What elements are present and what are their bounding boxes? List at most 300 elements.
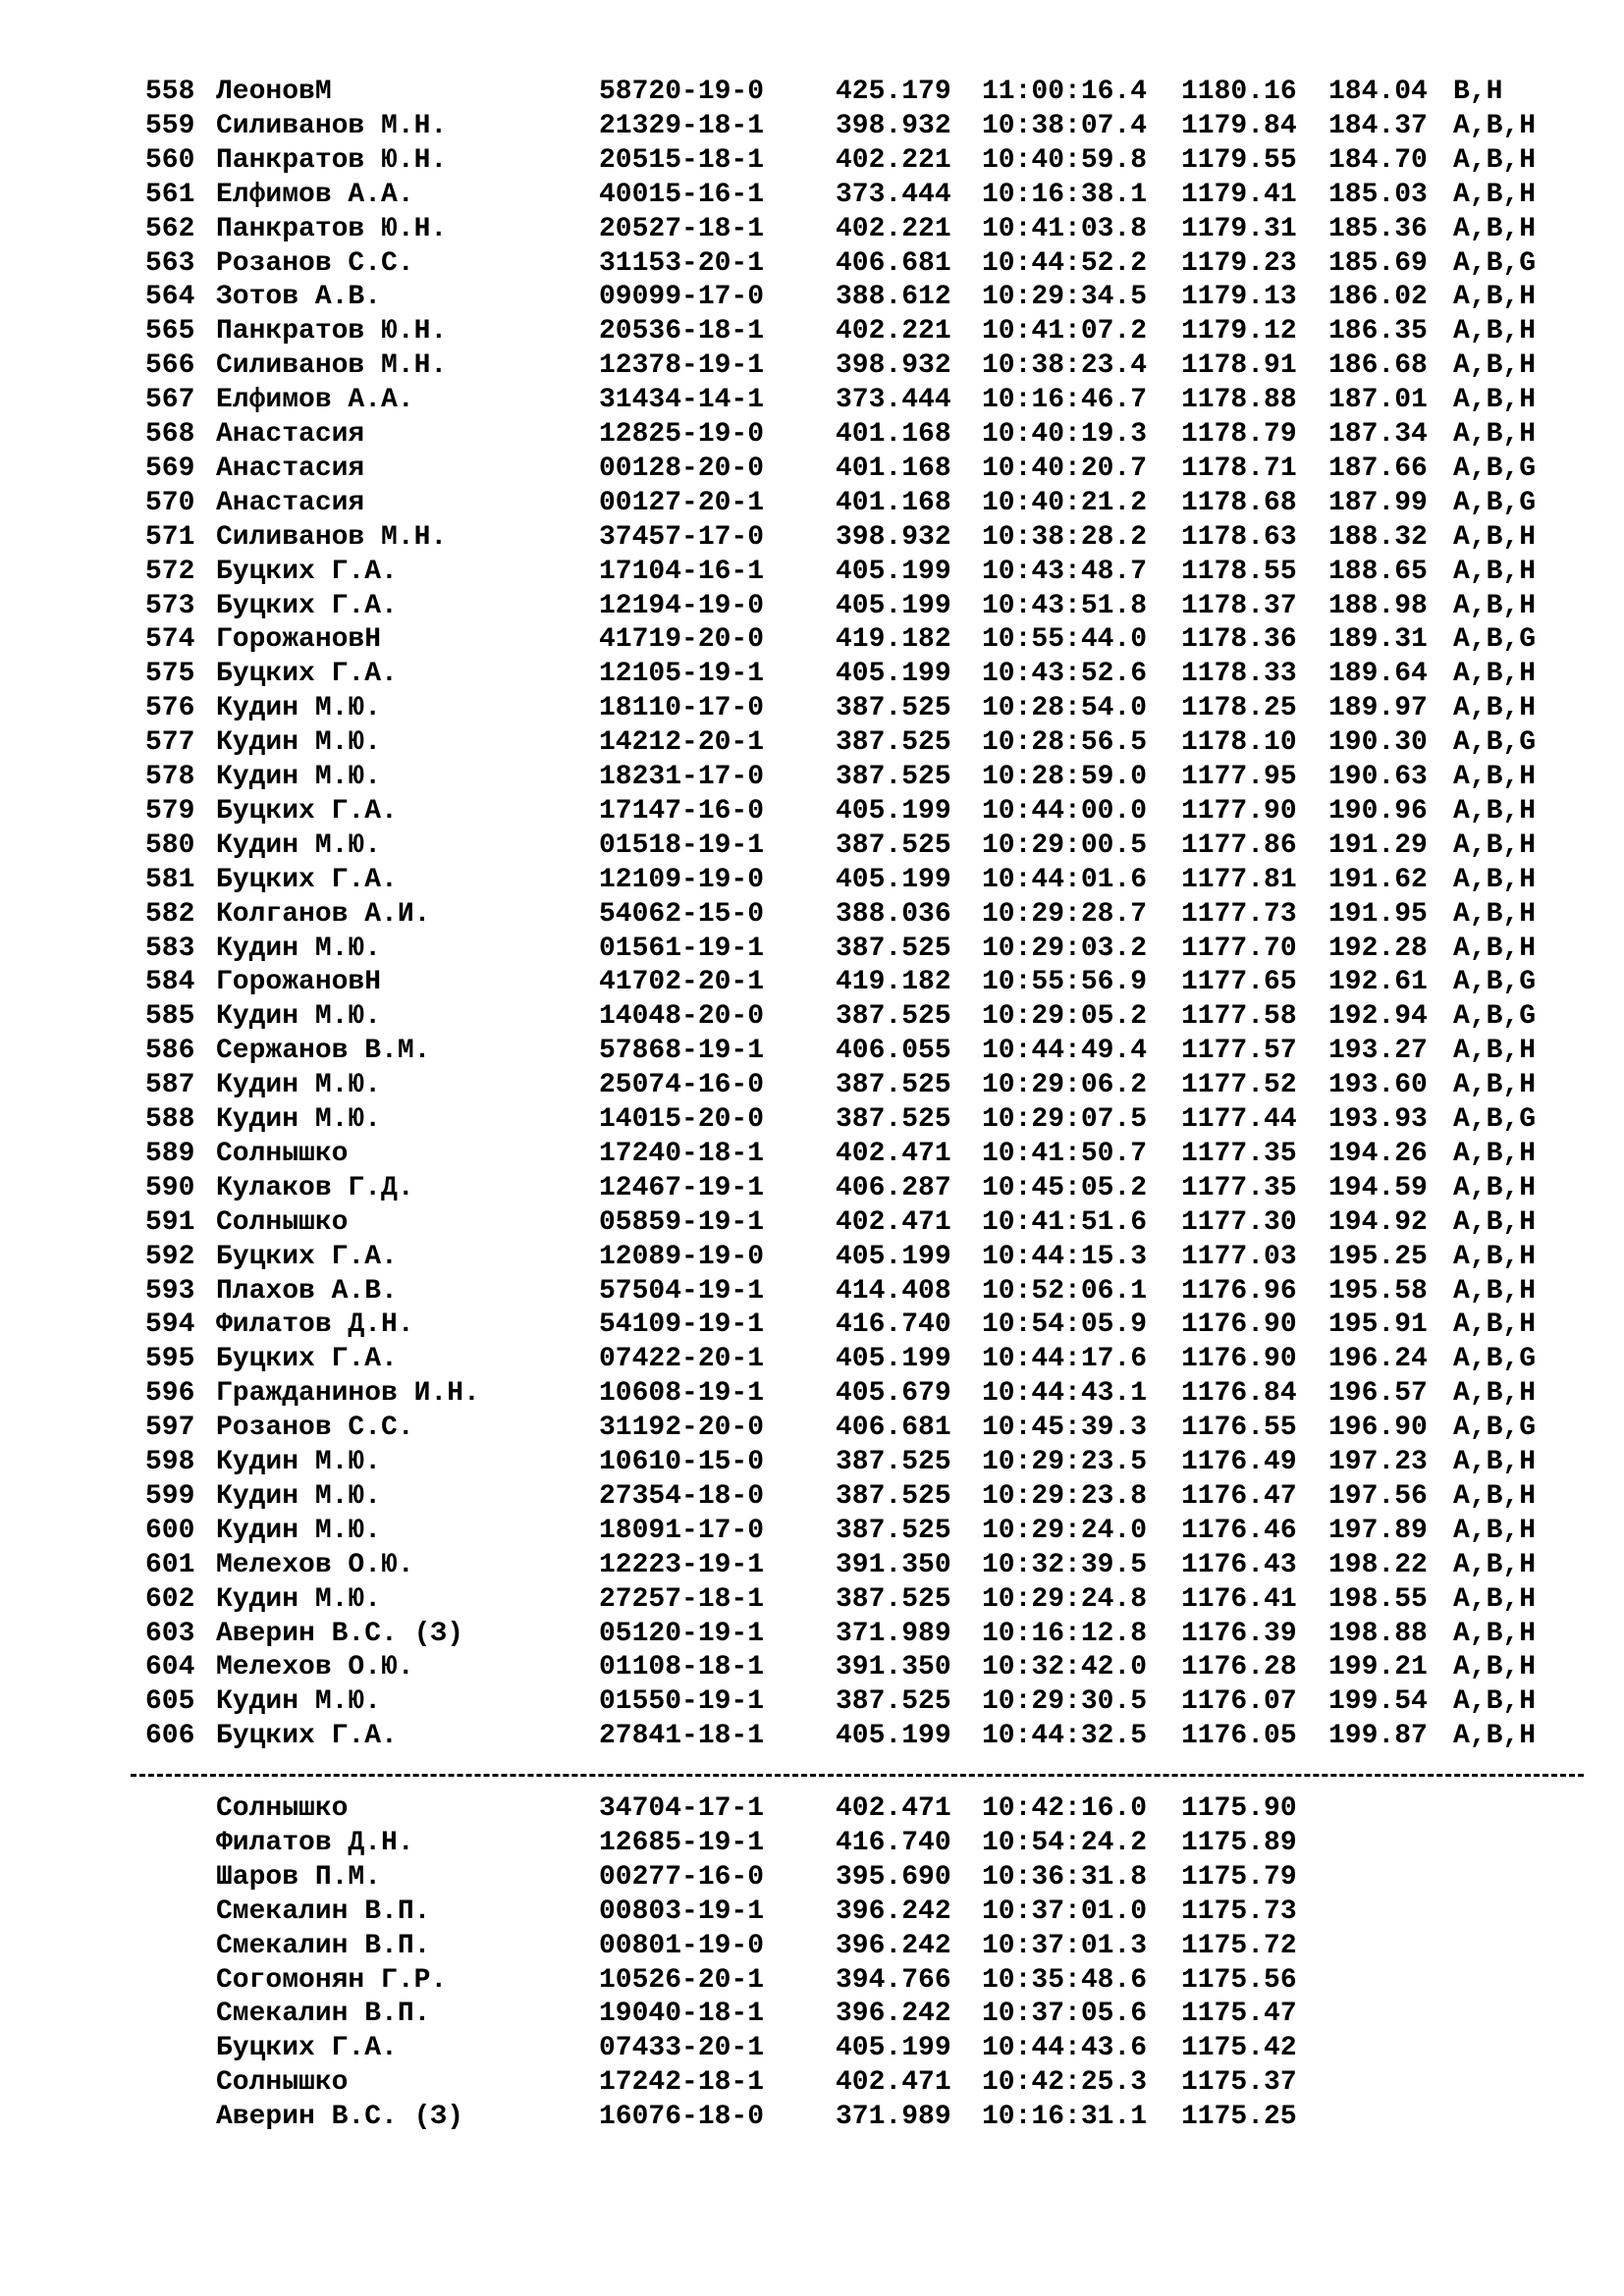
arrival-time: 10:40:21.2 [982, 487, 1148, 518]
speed: 1179.23 [1181, 247, 1297, 279]
fancier-name: Солнышко [216, 1206, 349, 1238]
place-number: 578 [145, 762, 195, 792]
points: 189.31 [1328, 624, 1428, 656]
speed: 1178.68 [1181, 487, 1297, 518]
points: 197.89 [1328, 1515, 1428, 1546]
arrival-time: 10:29:24.0 [982, 1515, 1148, 1546]
ring-id: 12825-19-0 [599, 419, 765, 450]
ring-id: 00801-19-0 [599, 1930, 765, 1961]
speed: 1177.81 [1181, 864, 1297, 895]
ring-id: 17240-18-1 [599, 1138, 765, 1169]
fancier-name: Панкратов Ю.Н. [216, 213, 448, 244]
flags: A,B,H [1453, 350, 1537, 382]
speed: 1179.41 [1181, 179, 1297, 210]
arrival-time: 10:44:15.3 [982, 1241, 1148, 1272]
speed: 1178.10 [1181, 727, 1297, 759]
distance: 425.179 [836, 77, 951, 107]
points: 190.96 [1328, 795, 1428, 827]
distance: 398.932 [836, 521, 951, 553]
ring-id: 21329-18-1 [599, 110, 765, 141]
arrival-time: 10:54:24.2 [982, 1827, 1148, 1858]
ring-id: 19040-18-1 [599, 1999, 765, 2030]
distance: 405.199 [836, 556, 951, 587]
flags: A,B,H [1453, 933, 1537, 964]
flags: A,B,H [1453, 144, 1537, 176]
fancier-name: Зотов А.В. [216, 282, 382, 313]
arrival-time: 10:40:19.3 [982, 419, 1148, 450]
points: 196.24 [1328, 1344, 1428, 1375]
arrival-time: 10:36:31.8 [982, 1861, 1148, 1893]
points: 184.04 [1328, 77, 1428, 107]
arrival-time: 10:44:32.5 [982, 1721, 1148, 1752]
speed: 1177.65 [1181, 967, 1297, 998]
points: 189.64 [1328, 659, 1428, 690]
distance: 416.740 [836, 1309, 951, 1341]
fancier-name: Кудин М.Ю. [216, 829, 382, 861]
points: 185.36 [1328, 213, 1428, 244]
distance: 387.525 [836, 762, 951, 792]
place-number: 566 [145, 350, 195, 382]
flags: A,B,H [1453, 282, 1537, 313]
ring-id: 12685-19-1 [599, 1827, 765, 1858]
arrival-time: 10:16:46.7 [982, 385, 1148, 416]
arrival-time: 10:44:17.6 [982, 1344, 1148, 1375]
flags: A,B,H [1453, 1721, 1537, 1752]
place-number: 571 [145, 521, 195, 553]
distance: 405.199 [836, 590, 951, 621]
place-number: 581 [145, 864, 195, 895]
arrival-time: 10:29:28.7 [982, 898, 1148, 930]
ring-id: 20515-18-1 [599, 144, 765, 176]
speed: 1177.58 [1181, 1001, 1297, 1033]
flags: A,B,G [1453, 624, 1537, 656]
fancier-name: Силиванов М.Н. [216, 110, 448, 141]
flags: A,B,G [1453, 727, 1537, 759]
distance: 371.989 [836, 1618, 951, 1649]
ring-id: 25074-16-0 [599, 1070, 765, 1101]
points: 188.98 [1328, 590, 1428, 621]
arrival-time: 10:29:07.5 [982, 1104, 1148, 1135]
speed: 1178.63 [1181, 521, 1297, 553]
distance: 387.525 [836, 727, 951, 759]
distance: 419.182 [836, 624, 951, 656]
points: 193.93 [1328, 1104, 1428, 1135]
arrival-time: 10:54:05.9 [982, 1309, 1148, 1341]
flags: A,B,H [1453, 1241, 1537, 1272]
points: 199.21 [1328, 1652, 1428, 1683]
speed: 1179.55 [1181, 144, 1297, 176]
ring-id: 31434-14-1 [599, 385, 765, 416]
points: 199.87 [1328, 1721, 1428, 1752]
arrival-time: 10:41:07.2 [982, 316, 1148, 347]
distance: 401.168 [836, 487, 951, 518]
flags: A,B,H [1453, 659, 1537, 690]
fancier-name: Кудин М.Ю. [216, 1583, 382, 1615]
fancier-name: Розанов С.С. [216, 1413, 414, 1444]
arrival-time: 10:29:05.2 [982, 1001, 1148, 1033]
fancier-name: Кудин М.Ю. [216, 1001, 382, 1033]
place-number: 598 [145, 1447, 195, 1477]
ring-id: 00128-20-0 [599, 453, 765, 484]
place-number: 564 [145, 282, 195, 313]
arrival-time: 10:37:01.3 [982, 1930, 1148, 1961]
distance: 387.525 [836, 693, 951, 724]
distance: 388.612 [836, 282, 951, 313]
fancier-name: ГорожановН [216, 967, 382, 998]
distance: 387.525 [836, 829, 951, 861]
ring-id: 07433-20-1 [599, 2033, 765, 2064]
arrival-time: 10:38:23.4 [982, 350, 1148, 382]
distance: 391.350 [836, 1652, 951, 1683]
ring-id: 09099-17-0 [599, 282, 765, 313]
ring-id: 37457-17-0 [599, 521, 765, 553]
speed: 1178.79 [1181, 419, 1297, 450]
distance: 398.932 [836, 350, 951, 382]
fancier-name: Смекалин В.П. [216, 1896, 431, 1927]
ring-id: 12105-19-1 [599, 659, 765, 690]
ring-id: 20527-18-1 [599, 213, 765, 244]
points: 191.29 [1328, 829, 1428, 861]
distance: 396.242 [836, 1930, 951, 1961]
distance: 396.242 [836, 1896, 951, 1927]
arrival-time: 10:29:03.2 [982, 933, 1148, 964]
fancier-name: Аверин В.С. (З) [216, 2102, 464, 2133]
fancier-name: ЛеоновМ [216, 77, 332, 107]
place-number: 594 [145, 1309, 195, 1341]
fancier-name: Буцких Г.А. [216, 556, 398, 587]
points: 185.69 [1328, 247, 1428, 279]
arrival-time: 10:44:52.2 [982, 247, 1148, 279]
fancier-name: Согомонян Г.Р. [216, 1964, 448, 1996]
speed: 1175.89 [1181, 1827, 1297, 1858]
speed: 1176.55 [1181, 1413, 1297, 1444]
arrival-time: 10:29:06.2 [982, 1070, 1148, 1101]
ring-id: 10526-20-1 [599, 1964, 765, 1996]
flags: A,B,H [1453, 556, 1537, 587]
distance: 405.199 [836, 864, 951, 895]
points: 185.03 [1328, 179, 1428, 210]
arrival-time: 10:44:01.6 [982, 864, 1148, 895]
flags: A,B,H [1453, 521, 1537, 553]
place-number: 597 [145, 1413, 195, 1444]
arrival-time: 10:32:39.5 [982, 1549, 1148, 1580]
distance: 373.444 [836, 385, 951, 416]
speed: 1176.41 [1181, 1583, 1297, 1615]
distance: 414.408 [836, 1275, 951, 1307]
ring-id: 27354-18-0 [599, 1480, 765, 1512]
speed: 1178.55 [1181, 556, 1297, 587]
speed: 1180.16 [1181, 77, 1297, 107]
ring-id: 41702-20-1 [599, 967, 765, 998]
fancier-name: Солнышко [216, 1793, 349, 1824]
flags: A,B,H [1453, 1583, 1537, 1615]
ring-id: 16076-18-0 [599, 2102, 765, 2133]
ring-id: 18110-17-0 [599, 693, 765, 724]
speed: 1178.91 [1181, 350, 1297, 382]
ring-id: 14212-20-1 [599, 727, 765, 759]
arrival-time: 10:44:43.1 [982, 1378, 1148, 1410]
points: 187.34 [1328, 419, 1428, 450]
speed: 1178.88 [1181, 385, 1297, 416]
distance: 387.525 [836, 1070, 951, 1101]
flags: B,H [1453, 77, 1503, 107]
ring-id: 17242-18-1 [599, 2067, 765, 2099]
points: 187.66 [1328, 453, 1428, 484]
ring-id: 10610-15-0 [599, 1447, 765, 1477]
speed: 1176.05 [1181, 1721, 1297, 1752]
ring-id: 54109-19-1 [599, 1309, 765, 1341]
distance: 387.525 [836, 1686, 951, 1718]
fancier-name: Филатов Д.Н. [216, 1827, 414, 1858]
ring-id: 01518-19-1 [599, 829, 765, 861]
fancier-name: Анастасия [216, 419, 365, 450]
arrival-time: 10:37:05.6 [982, 1999, 1148, 2030]
place-number: 572 [145, 556, 195, 587]
flags: A,B,G [1453, 1001, 1537, 1033]
place-number: 563 [145, 247, 195, 279]
speed: 1179.31 [1181, 213, 1297, 244]
arrival-time: 10:41:51.6 [982, 1206, 1148, 1238]
points: 198.88 [1328, 1618, 1428, 1649]
place-number: 592 [145, 1241, 195, 1272]
flags: A,B,H [1453, 829, 1537, 861]
place-number: 575 [145, 659, 195, 690]
arrival-time: 10:32:42.0 [982, 1652, 1148, 1683]
points: 184.70 [1328, 144, 1428, 176]
points: 190.30 [1328, 727, 1428, 759]
points: 195.58 [1328, 1275, 1428, 1307]
place-number: 576 [145, 693, 195, 724]
distance: 387.525 [836, 1515, 951, 1546]
distance: 398.932 [836, 110, 951, 141]
distance: 387.525 [836, 1447, 951, 1477]
speed: 1176.90 [1181, 1344, 1297, 1375]
distance: 405.199 [836, 795, 951, 827]
speed: 1178.36 [1181, 624, 1297, 656]
distance: 402.221 [836, 316, 951, 347]
points: 194.59 [1328, 1172, 1428, 1203]
flags: A,B,H [1453, 1480, 1537, 1512]
ring-id: 01561-19-1 [599, 933, 765, 964]
distance: 371.989 [836, 2102, 951, 2133]
points: 197.56 [1328, 1480, 1428, 1512]
speed: 1175.56 [1181, 1964, 1297, 1996]
speed: 1175.42 [1181, 2033, 1297, 2064]
points: 191.95 [1328, 898, 1428, 930]
flags: A,B,H [1453, 1138, 1537, 1169]
fancier-name: Розанов С.С. [216, 247, 414, 279]
flags: A,B,H [1453, 898, 1537, 930]
distance: 405.199 [836, 2033, 951, 2064]
place-number: 583 [145, 933, 195, 964]
flags: A,B,H [1453, 1378, 1537, 1410]
arrival-time: 10:40:59.8 [982, 144, 1148, 176]
fancier-name: Буцких Г.А. [216, 1344, 398, 1375]
flags: A,B,H [1453, 1275, 1537, 1307]
speed: 1175.25 [1181, 2102, 1297, 2133]
arrival-time: 10:16:31.1 [982, 2102, 1148, 2133]
ring-id: 18091-17-0 [599, 1515, 765, 1546]
speed: 1176.49 [1181, 1447, 1297, 1477]
points: 194.26 [1328, 1138, 1428, 1169]
speed: 1178.25 [1181, 693, 1297, 724]
arrival-time: 10:29:30.5 [982, 1686, 1148, 1718]
speed: 1177.70 [1181, 933, 1297, 964]
ring-id: 27841-18-1 [599, 1721, 765, 1752]
distance: 387.525 [836, 1001, 951, 1033]
fancier-name: Силиванов М.Н. [216, 350, 448, 382]
place-number: 560 [145, 144, 195, 176]
place-number: 606 [145, 1721, 195, 1752]
ring-id: 40015-16-1 [599, 179, 765, 210]
ring-id: 34704-17-1 [599, 1793, 765, 1824]
place-number: 577 [145, 727, 195, 759]
ring-id: 17147-16-0 [599, 795, 765, 827]
flags: A,B,H [1453, 419, 1537, 450]
fancier-name: Кудин М.Ю. [216, 933, 382, 964]
speed: 1176.07 [1181, 1686, 1297, 1718]
flags: A,B,H [1453, 213, 1537, 244]
distance: 406.681 [836, 247, 951, 279]
flags: A,B,H [1453, 1036, 1537, 1067]
distance: 388.036 [836, 898, 951, 930]
points: 197.23 [1328, 1447, 1428, 1477]
distance: 402.221 [836, 213, 951, 244]
distance: 387.525 [836, 1480, 951, 1512]
speed: 1177.52 [1181, 1070, 1297, 1101]
place-number: 569 [145, 453, 195, 484]
speed: 1176.84 [1181, 1378, 1297, 1410]
speed: 1177.73 [1181, 898, 1297, 930]
arrival-time: 10:55:56.9 [982, 967, 1148, 998]
speed: 1176.96 [1181, 1275, 1297, 1307]
points: 186.02 [1328, 282, 1428, 313]
place-number: 604 [145, 1652, 195, 1683]
arrival-time: 10:55:44.0 [982, 624, 1148, 656]
place-number: 580 [145, 829, 195, 861]
arrival-time: 10:42:25.3 [982, 2067, 1148, 2099]
distance: 387.525 [836, 933, 951, 964]
arrival-time: 10:52:06.1 [982, 1275, 1148, 1307]
ring-id: 54062-15-0 [599, 898, 765, 930]
flags: A,B,H [1453, 110, 1537, 141]
ring-id: 58720-19-0 [599, 77, 765, 107]
ring-id: 00803-19-1 [599, 1896, 765, 1927]
fancier-name: Кудин М.Ю. [216, 762, 382, 792]
fancier-name: Смекалин В.П. [216, 1999, 431, 2030]
flags: A,B,H [1453, 795, 1537, 827]
arrival-time: 11:00:16.4 [982, 77, 1148, 107]
place-number: 585 [145, 1001, 195, 1033]
arrival-time: 10:37:01.0 [982, 1896, 1148, 1927]
place-number: 584 [145, 967, 195, 998]
fancier-name: Буцких Г.А. [216, 2033, 398, 2064]
fancier-name: Буцких Г.А. [216, 590, 398, 621]
fancier-name: Буцких Г.А. [216, 1721, 398, 1752]
fancier-name: Кудин М.Ю. [216, 1480, 382, 1512]
points: 193.60 [1328, 1070, 1428, 1101]
distance: 406.287 [836, 1172, 951, 1203]
place-number: 567 [145, 385, 195, 416]
flags: A,B,H [1453, 1447, 1537, 1477]
flags: A,B,H [1453, 179, 1537, 210]
points: 187.99 [1328, 487, 1428, 518]
arrival-time: 10:38:07.4 [982, 110, 1148, 141]
fancier-name: Анастасия [216, 487, 365, 518]
fancier-name: Елфимов А.А. [216, 179, 414, 210]
points: 184.37 [1328, 110, 1428, 141]
ring-id: 57868-19-1 [599, 1036, 765, 1067]
place-number: 582 [145, 898, 195, 930]
place-number: 558 [145, 77, 195, 107]
flags: A,B,H [1453, 762, 1537, 792]
speed: 1178.37 [1181, 590, 1297, 621]
points: 194.92 [1328, 1206, 1428, 1238]
fancier-name: Кудин М.Ю. [216, 1447, 382, 1477]
flags: A,B,H [1453, 1515, 1537, 1546]
fancier-name: Кудин М.Ю. [216, 1515, 382, 1546]
place-number: 591 [145, 1206, 195, 1238]
flags: A,B,G [1453, 453, 1537, 484]
ring-id: 00127-20-1 [599, 487, 765, 518]
distance: 402.471 [836, 2067, 951, 2099]
speed: 1176.47 [1181, 1480, 1297, 1512]
ring-id: 14015-20-0 [599, 1104, 765, 1135]
speed: 1177.57 [1181, 1036, 1297, 1067]
distance: 395.690 [836, 1861, 951, 1893]
ring-id: 57504-19-1 [599, 1275, 765, 1307]
fancier-name: Панкратов Ю.Н. [216, 316, 448, 347]
distance: 396.242 [836, 1999, 951, 2030]
arrival-time: 10:28:56.5 [982, 727, 1148, 759]
points: 199.54 [1328, 1686, 1428, 1718]
fancier-name: Плахов А.В. [216, 1275, 398, 1307]
fancier-name: Кудин М.Ю. [216, 1686, 382, 1718]
ring-id: 20536-18-1 [599, 316, 765, 347]
fancier-name: Буцких Г.А. [216, 659, 398, 690]
arrival-time: 10:29:34.5 [982, 282, 1148, 313]
distance: 401.168 [836, 453, 951, 484]
flags: A,B,H [1453, 1549, 1537, 1580]
place-number: 574 [145, 624, 195, 656]
flags: A,B,H [1453, 1206, 1537, 1238]
points: 198.55 [1328, 1583, 1428, 1615]
speed: 1176.43 [1181, 1549, 1297, 1580]
place-number: 602 [145, 1583, 195, 1615]
flags: A,B,G [1453, 1413, 1537, 1444]
ring-id: 01550-19-1 [599, 1686, 765, 1718]
speed: 1177.35 [1181, 1172, 1297, 1203]
points: 191.62 [1328, 864, 1428, 895]
speed: 1176.90 [1181, 1309, 1297, 1341]
flags: A,B,H [1453, 385, 1537, 416]
place-number: 586 [145, 1036, 195, 1067]
arrival-time: 10:16:12.8 [982, 1618, 1148, 1649]
fancier-name: Буцких Г.А. [216, 864, 398, 895]
ring-id: 12378-19-1 [599, 350, 765, 382]
speed: 1179.84 [1181, 110, 1297, 141]
ring-id: 01108-18-1 [599, 1652, 765, 1683]
distance: 387.525 [836, 1583, 951, 1615]
ring-id: 17104-16-1 [599, 556, 765, 587]
flags: A,B,H [1453, 1686, 1537, 1718]
fancier-name: Кудин М.Ю. [216, 1070, 382, 1101]
arrival-time: 10:43:48.7 [982, 556, 1148, 587]
fancier-name: Мелехов О.Ю. [216, 1549, 414, 1580]
fancier-name: Буцких Г.А. [216, 795, 398, 827]
arrival-time: 10:44:00.0 [982, 795, 1148, 827]
flags: A,B,G [1453, 487, 1537, 518]
